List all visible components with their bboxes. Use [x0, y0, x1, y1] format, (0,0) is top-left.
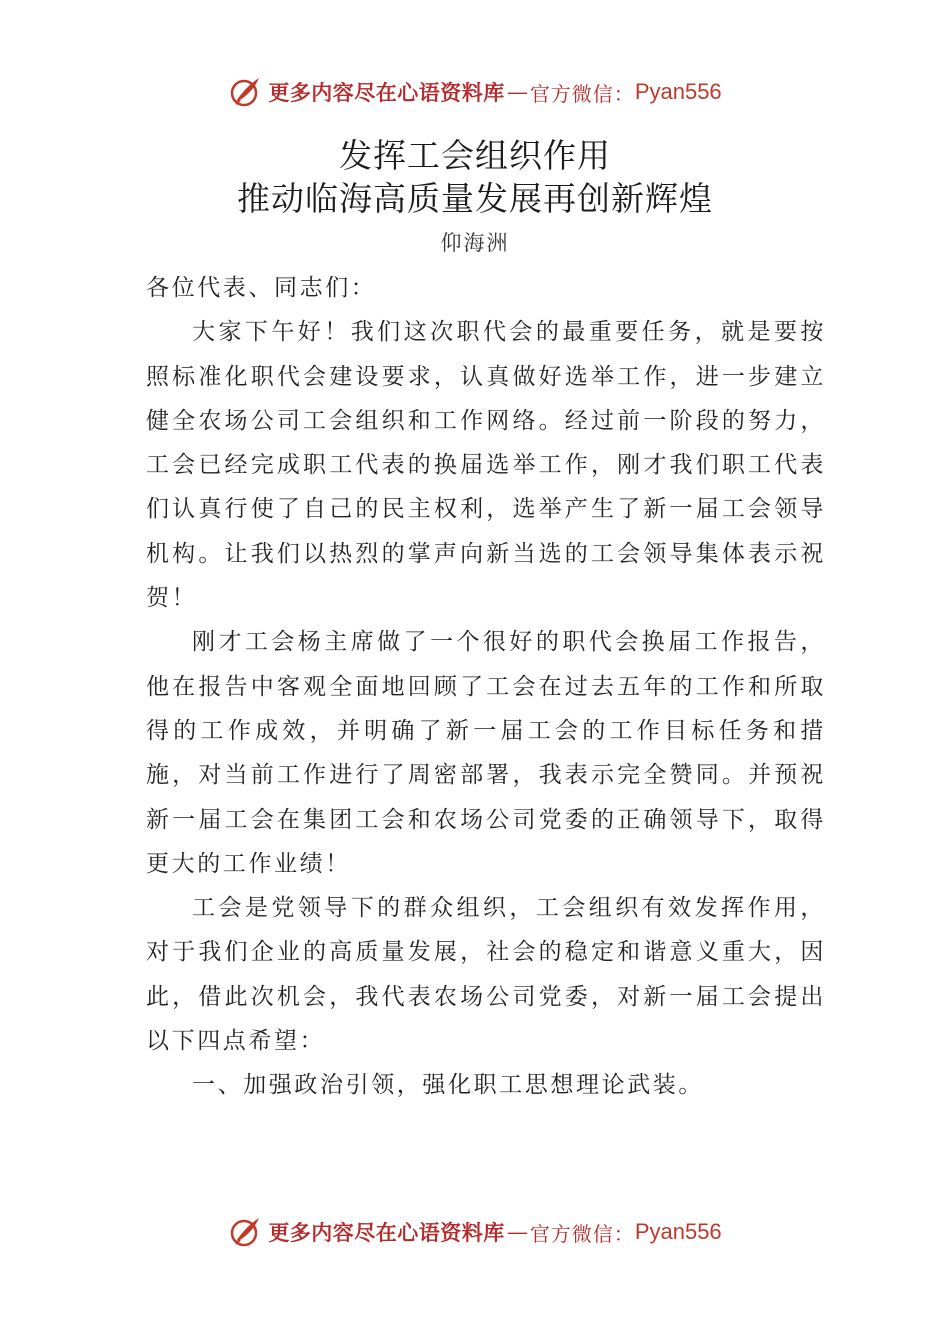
document-body: [146, 266, 826, 1108]
document-title-line1: 发挥工会组织作用: [339, 136, 611, 175]
document-title-line2: 推动临海高质量发展再创新辉煌: [237, 179, 713, 218]
watermark-slogan: 更多内容尽在心语资料库: [268, 80, 505, 105]
watermark-banner-bottom: [0, 1212, 950, 1252]
watermark-dash: —: [506, 1220, 528, 1244]
paragraph: 工会是党领导下的群众组织，工会组织有效发挥作用，对于我们企业的高质量发展，社会的稳定和谐意义重大，因此，借此次机会，我代表农场公司党委，对新一届工会提出以下四点希望：: [146, 895, 826, 1055]
document-author: 仰海洲: [440, 231, 510, 255]
quill-pen-logo-icon: [228, 75, 262, 109]
watermark-wechat-id: Pyan556: [634, 1219, 722, 1244]
paragraph: 刚才工会杨主席做了一个很好的职代会换届工作报告，他在报告中客观全面地回顾了工会在过去五年的工作和所取得的工作成效，并明确了新一届工会的工作目标任务和措施，对当前工作进行了周密部署，我表示完全赞同。并预祝新一届工会在集团工会和农场公司党委的正确领导下，取得更大的工作业绩！: [146, 629, 826, 877]
quill-pen-logo-icon: [228, 1215, 262, 1249]
salutation: 各位代表、同志们：: [146, 275, 377, 301]
watermark-wechat-label: 官方微信：: [529, 1221, 635, 1246]
watermark-wechat-label: 官方微信：: [529, 81, 635, 106]
paragraph: 大家下午好！我们这次职代会的最重要任务，就是要按照标准化职代会建设要求，认真做好选举工作，进一步建立健全农场公司工会组织和工作网络。经过前一阶段的努力， 工会已经完成职工代表的换届选举工作，刚才我们职工代表们认真行使了自己的民主权利，选举产生了新一届工会领导机构。让我们以热烈的掌声向新当选的工会领导集体表示祝贺！: [146, 319, 826, 612]
watermark-slogan: 更多内容尽在心语资料库: [268, 1220, 505, 1245]
watermark-banner-top: [0, 72, 950, 112]
watermark-wechat-id: Pyan556: [634, 79, 722, 104]
section-heading: 一、加强政治引领，强化职工思想理论武装。: [192, 1072, 704, 1099]
watermark-dash: —: [506, 80, 528, 104]
